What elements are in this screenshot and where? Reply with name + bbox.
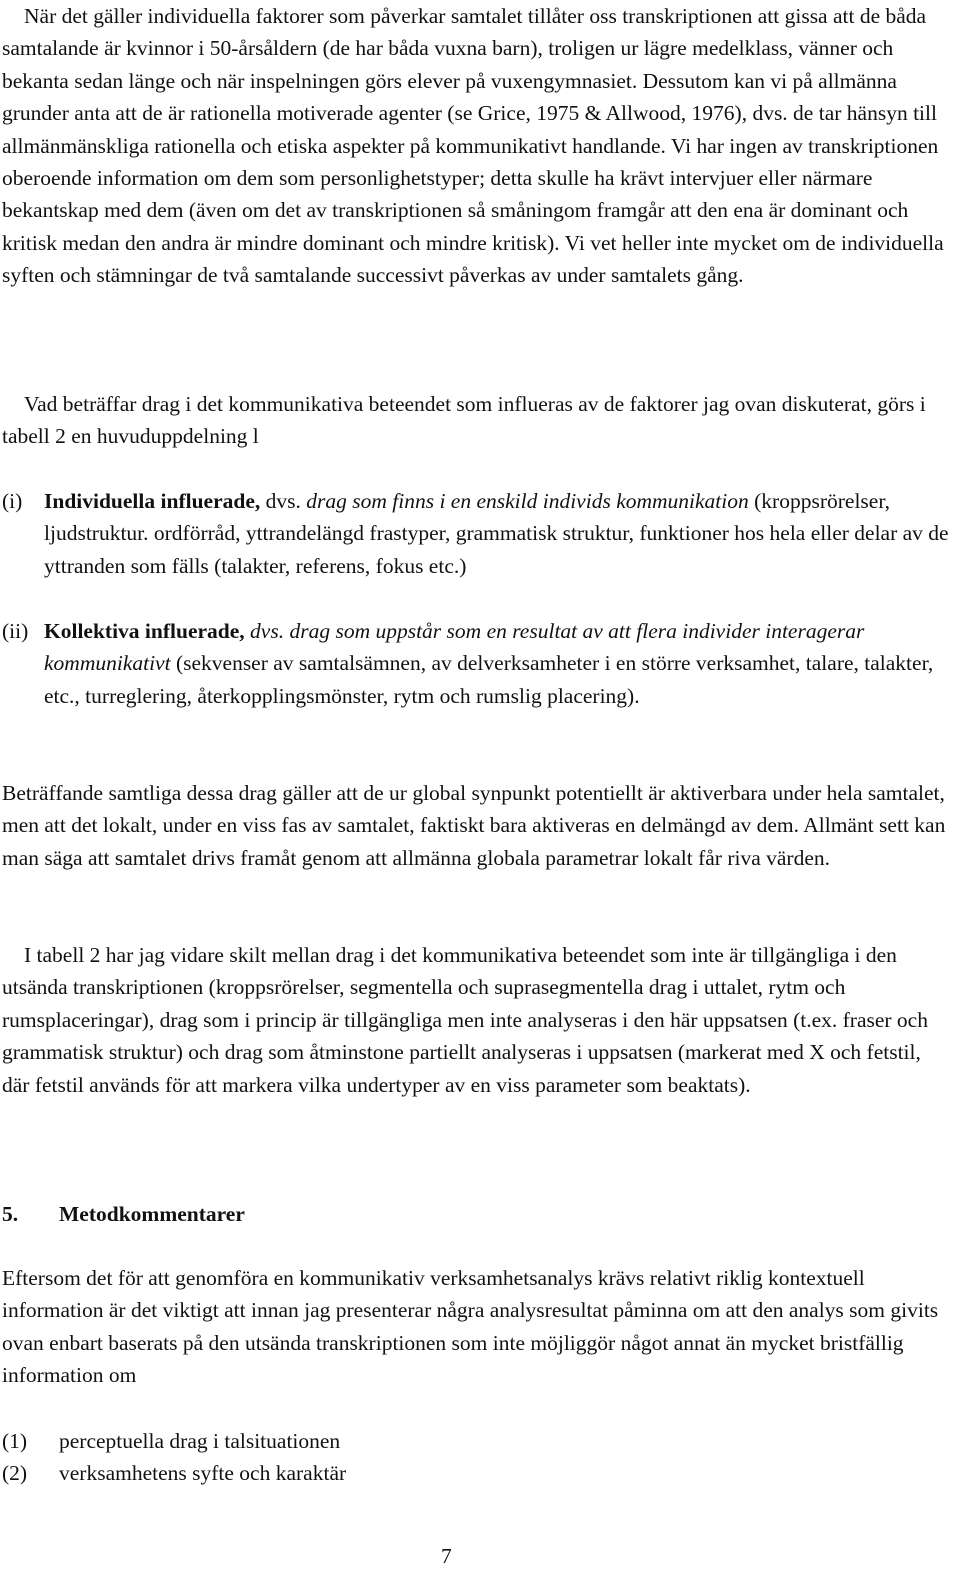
list-number: (1) bbox=[2, 1429, 28, 1453]
section-heading bbox=[2, 1198, 245, 1230]
item-text: (kroppsrörelser, ljudstruktur. ordförråd, yttrandelängd frastyper, grammatisk struktur, funktioner hos hela eller delar av de yttranden som fälls (talakter, referens, fokus etc.) bbox=[44, 489, 949, 578]
item-definition: dvs. drag som uppstår som en resultat av att flera individer interagerar kommunikativt bbox=[44, 619, 865, 676]
list-number: (2) bbox=[2, 1461, 28, 1486]
list-item-individual bbox=[2, 485, 950, 582]
page-number: 7 bbox=[441, 1544, 452, 1568]
list-item bbox=[2, 1457, 950, 1489]
list-item-label: (ii) bbox=[2, 619, 29, 643]
list-item-collective bbox=[2, 615, 950, 712]
item-text: (sekvenser av samtalsämnen, av delverksamheter i en större verksamhet, talare, talakter, etc., turreglering, återkopplingsmönster, rytm och rumslig placering). bbox=[44, 651, 934, 708]
paragraph-table-two: I tabell 2 har jag vidare skilt mellan drag i det kommunikativa beteendet som inte är tillgängliga i den utsända transkriptionen (kroppsrörelser, segmentella och suprasegmentella drag i uttalet, rytm och rumsplaceringar), drag som i princip är tillgängliga men inte analyseras i den här uppsatsen (t.ex. fraser och grammatisk struktur) och drag som åtminstone partiellt analyseras i uppsatsen (markerat med X och fetstil, där fetstil används för att markera vilka undertyper av en viss parameter som beaktats). bbox=[2, 943, 928, 1097]
section-number: 5. bbox=[2, 1202, 19, 1226]
list-item-body bbox=[44, 615, 950, 712]
paragraph-communicative-features: Vad beträffar drag i det kommunikativa beteendet som influeras av de faktorer jag ovan diskuterat, görs i tabell 2 en huvuduppdelning l bbox=[2, 392, 926, 449]
section-title: Metodkommentarer bbox=[59, 1202, 245, 1226]
list-item bbox=[2, 1425, 950, 1457]
numbered-list bbox=[2, 1425, 950, 1490]
paragraph-global-local: Beträffande samtliga dessa drag gäller att de ur global synpunkt potentiellt är aktiverbara under hela samtalet, men att det lokalt, under en viss fas av samtalet, faktiskt bara aktiveras en delmängd av dem. Allmänt sett kan man säga att samtalet drivs framåt genom att allmänna globala parametrar lokalt får riva värden. bbox=[2, 781, 946, 870]
term-collective: Kollektiva influerade, bbox=[44, 619, 245, 643]
list-item-body bbox=[44, 485, 950, 582]
paragraph-method-comments: Eftersom det för att genomföra en kommunikativ verksamhetsanalys krävs relativt riklig kontextuell information är det viktigt att innan jag presenterar några analysresultat påminna om att den analys som givits ovan enbart baserats på den utsända transkriptionen som inte möjliggör något annat än mycket bristfällig information om bbox=[2, 1266, 939, 1388]
list-text: perceptuella drag i talsituationen bbox=[59, 1429, 341, 1453]
item-definition: drag som finns i en enskild individs kommunikation bbox=[306, 489, 749, 513]
list-text: verksamhetens syfte och karaktär bbox=[59, 1461, 347, 1486]
list-item-label: (i) bbox=[2, 489, 23, 513]
term-individual: Individuella influerade, bbox=[44, 489, 261, 513]
paragraph-individual-factors: När det gäller individuella faktorer som påverkar samtalet tillåter oss transkriptionen att gissa att de båda samtalande är kvinnor i 50-årsåldern (de har båda vuxna barn), troligen ur lägre medelklass, vänner och bekanta sedan länge och när inspelningen görs elever på vuxengymnasiet. Dessutom kan vi på allmänna grunder anta att de är rationella motiverade agenter (se Grice, 1975 & Allwood, 1976), dvs. de tar hänsyn till allmänmänskliga rationella och etiska aspekter på kommunikativt handlande. Vi har ingen av transkriptionen oberoende information om dem som personlighetstyper; detta skulle ha krävt intervjuer eller närmare bekantskap med dem (även om det av transkriptionen så småningom framgår att den ena är dominant och kritisk medan den andra är mindre dominant och mindre kritisk). Vi vet heller inte mycket om de individuella syften och stämningar de två samtalande successivt påverkas av under samtalets gång. bbox=[2, 4, 944, 288]
item-text: dvs. bbox=[260, 489, 307, 513]
